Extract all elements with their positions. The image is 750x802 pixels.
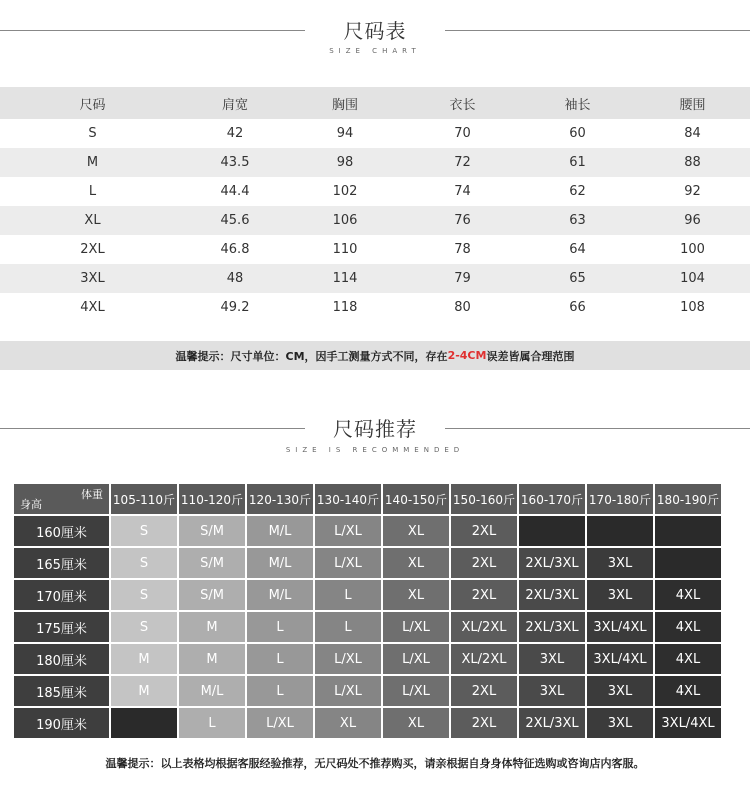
- size-cell: L: [247, 612, 313, 642]
- size-chart-cell: 49.2: [220, 300, 250, 315]
- weight-column-header: 140-150斤: [383, 484, 449, 514]
- recommend-header-row: [14, 484, 721, 514]
- size-cell: S/M: [179, 516, 245, 546]
- size-chart-cell: 104: [680, 271, 705, 286]
- size-cell: L: [179, 708, 245, 738]
- size-chart-cell: 48: [226, 271, 244, 286]
- size-chart-cell: 114: [332, 271, 358, 286]
- size-cell: 2XL/3XL: [519, 612, 585, 642]
- recommend-subtitle: SIZE IS RECOMMENDED: [285, 446, 465, 454]
- size-chart-cell: 4XL: [80, 300, 105, 315]
- size-cell: M: [179, 644, 245, 674]
- corner-height-label: 身高: [20, 498, 42, 511]
- size-cell: S: [111, 612, 177, 642]
- size-chart-cell: 46.8: [220, 242, 250, 257]
- size-chart-cell: 88: [684, 155, 701, 170]
- recommend-row: [14, 580, 721, 610]
- tip-highlight: 2-4CM: [447, 349, 487, 362]
- size-chart-cell: 96: [684, 213, 701, 228]
- size-cell: XL/2XL: [451, 612, 517, 642]
- height-row-header: 170厘米: [14, 580, 109, 610]
- size-cell: XL: [383, 516, 449, 546]
- size-recommend-grid: [12, 482, 734, 740]
- size-cell: 2XL: [451, 580, 517, 610]
- size-cell-empty: [587, 516, 653, 546]
- size-chart-cell: 80: [454, 300, 471, 315]
- size-cell: 2XL: [451, 676, 517, 706]
- size-chart-cell: 3XL: [80, 271, 105, 286]
- size-chart-cell: 42: [226, 126, 244, 141]
- size-cell: S: [111, 580, 177, 610]
- size-cell: 3XL: [519, 644, 585, 674]
- size-cell: S/M: [179, 580, 245, 610]
- weight-column-header: 110-120斤: [179, 484, 245, 514]
- size-cell: M: [111, 644, 177, 674]
- size-cell: L/XL: [315, 676, 381, 706]
- height-row-header: 175厘米: [14, 612, 109, 642]
- tip-prefix: 温馨提示：尺寸单位：CM，因手工测量方式不同，存在: [175, 349, 448, 363]
- size-chart-row: [0, 264, 750, 293]
- size-cell: XL: [383, 708, 449, 738]
- size-cell: 3XL/4XL: [655, 708, 721, 738]
- size-chart-table: [0, 87, 750, 322]
- size-chart-cell: L: [88, 184, 97, 199]
- size-chart-header-cell: 尺码: [79, 97, 106, 113]
- size-chart-cell: 72: [454, 155, 471, 170]
- size-cell: L/XL: [247, 708, 313, 738]
- size-chart-cell: 62: [569, 184, 586, 199]
- size-cell: 2XL/3XL: [519, 580, 585, 610]
- size-cell: L: [315, 612, 381, 642]
- size-cell: M: [179, 612, 245, 642]
- size-chart-cell: 94: [336, 126, 354, 141]
- recommend-row: [14, 612, 721, 642]
- size-chart-header-cell: 衣长: [449, 97, 476, 113]
- height-row-header: 185厘米: [14, 676, 109, 706]
- size-cell-empty: [519, 516, 585, 546]
- size-chart-cell: 106: [332, 213, 358, 228]
- size-cell: M/L: [179, 676, 245, 706]
- recommend-row: [14, 676, 721, 706]
- size-cell: M/L: [247, 548, 313, 578]
- size-chart-cell: 108: [680, 300, 705, 315]
- size-chart-cell: 84: [684, 126, 701, 141]
- recommend-row: [14, 708, 721, 738]
- recommend-table: [12, 482, 723, 740]
- size-chart-cell: 66: [569, 300, 586, 315]
- size-chart-cell: 43.5: [220, 155, 250, 170]
- weight-column-header: 170-180斤: [587, 484, 653, 514]
- weight-column-header: 180-190斤: [655, 484, 721, 514]
- size-chart-row: [0, 293, 750, 322]
- size-chart-cell: 79: [454, 271, 471, 286]
- height-row-header: 160厘米: [14, 516, 109, 546]
- size-cell: 3XL: [587, 580, 653, 610]
- size-chart-cell: 64: [569, 242, 586, 257]
- size-chart-title: 尺码表: [330, 15, 421, 44]
- size-cell: 3XL: [587, 548, 653, 578]
- size-chart-row: [0, 177, 750, 206]
- size-cell: 3XL/4XL: [587, 612, 653, 642]
- size-cell: 3XL: [519, 676, 585, 706]
- size-chart-tip: [0, 341, 750, 370]
- size-cell: XL: [315, 708, 381, 738]
- weight-column-header: 105-110斤: [111, 484, 177, 514]
- size-chart-header-cell: 胸围: [331, 97, 358, 113]
- size-cell: M/L: [247, 516, 313, 546]
- size-cell: S: [111, 548, 177, 578]
- size-cell: 2XL/3XL: [519, 708, 585, 738]
- size-chart-row: [0, 119, 750, 148]
- height-row-header: 180厘米: [14, 644, 109, 674]
- size-chart-title-bar: [0, 15, 750, 44]
- size-cell: S: [111, 516, 177, 546]
- size-chart-cell: 92: [684, 184, 701, 199]
- size-chart-cell: 61: [569, 155, 586, 170]
- recommend-title-bar: [0, 413, 750, 442]
- size-cell: XL: [383, 548, 449, 578]
- size-chart-cell: 74: [454, 184, 471, 199]
- size-chart-cell: 100: [680, 242, 705, 257]
- size-chart-cell: 78: [454, 242, 471, 257]
- size-chart-cell: 98: [336, 155, 354, 170]
- size-cell: L: [315, 580, 381, 610]
- size-cell: 3XL: [587, 708, 653, 738]
- size-cell: L/XL: [315, 644, 381, 674]
- weight-height-corner: [14, 484, 109, 514]
- size-chart-cell: 110: [332, 242, 358, 257]
- size-cell: L/XL: [383, 644, 449, 674]
- divider-line: [445, 428, 750, 429]
- size-cell: L/XL: [383, 676, 449, 706]
- size-chart-row: [0, 235, 750, 264]
- divider-line: [0, 30, 305, 31]
- size-chart-cell: 118: [332, 300, 358, 315]
- size-chart-cell: 102: [332, 184, 358, 199]
- size-cell-empty: [111, 708, 177, 738]
- size-chart-cell: M: [86, 155, 99, 170]
- size-chart-cell: XL: [84, 213, 101, 228]
- size-chart-cell: 2XL: [80, 242, 105, 257]
- size-cell: XL: [383, 580, 449, 610]
- divider-line: [445, 30, 750, 31]
- size-chart-cell: 60: [569, 126, 586, 141]
- size-chart-row: [0, 148, 750, 177]
- size-chart-cell: 63: [569, 213, 586, 228]
- divider-line: [0, 428, 305, 429]
- weight-column-header: 130-140斤: [315, 484, 381, 514]
- corner-weight-label: 体重: [81, 488, 103, 501]
- size-chart-header-cell: 肩宽: [221, 97, 248, 113]
- size-cell-empty: [655, 548, 721, 578]
- size-cell: L/XL: [383, 612, 449, 642]
- size-chart-cell: 70: [454, 126, 471, 141]
- size-cell: 2XL: [451, 708, 517, 738]
- tip-suffix: 误差皆属合理范围: [486, 349, 575, 363]
- recommend-row: [14, 548, 721, 578]
- size-cell: 2XL: [451, 548, 517, 578]
- size-cell: 4XL: [655, 612, 721, 642]
- size-cell: L: [247, 676, 313, 706]
- height-row-header: 190厘米: [14, 708, 109, 738]
- size-chart-header-row: [0, 87, 750, 119]
- weight-column-header: 120-130斤: [247, 484, 313, 514]
- size-cell: 4XL: [655, 644, 721, 674]
- size-cell: 4XL: [655, 676, 721, 706]
- weight-column-header: 150-160斤: [451, 484, 517, 514]
- size-cell: 3XL: [587, 676, 653, 706]
- size-cell: 2XL/3XL: [519, 548, 585, 578]
- size-cell: 2XL: [451, 516, 517, 546]
- size-chart-subtitle: SIZE CHART: [329, 47, 421, 55]
- size-chart-cell: 65: [569, 271, 586, 286]
- size-chart-header-cell: 袖长: [564, 97, 591, 113]
- size-cell: 4XL: [655, 580, 721, 610]
- size-cell-empty: [655, 516, 721, 546]
- recommend-row: [14, 516, 721, 546]
- size-chart-cell: 44.4: [220, 184, 250, 199]
- size-cell: XL/2XL: [451, 644, 517, 674]
- size-cell: S/M: [179, 548, 245, 578]
- size-cell: L: [247, 644, 313, 674]
- size-chart-row: [0, 206, 750, 235]
- recommend-tip: 温馨提示：以上表格均根据客服经验推荐，无尺码处不推荐购买，请亲根据自身身体特征选购或咨询店内客服。: [105, 757, 645, 770]
- recommend-title: 尺码推荐: [319, 413, 431, 442]
- size-chart-header-cell: 腰围: [679, 97, 706, 113]
- height-row-header: 165厘米: [14, 548, 109, 578]
- size-cell: L/XL: [315, 548, 381, 578]
- size-cell: L/XL: [315, 516, 381, 546]
- size-chart-cell: S: [88, 126, 97, 141]
- size-cell: 3XL/4XL: [587, 644, 653, 674]
- weight-column-header: 160-170斤: [519, 484, 585, 514]
- size-chart-cell: 76: [454, 213, 471, 228]
- size-cell: M: [111, 676, 177, 706]
- size-chart-cell: 45.6: [220, 213, 250, 228]
- recommend-row: [14, 644, 721, 674]
- size-cell: M/L: [247, 580, 313, 610]
